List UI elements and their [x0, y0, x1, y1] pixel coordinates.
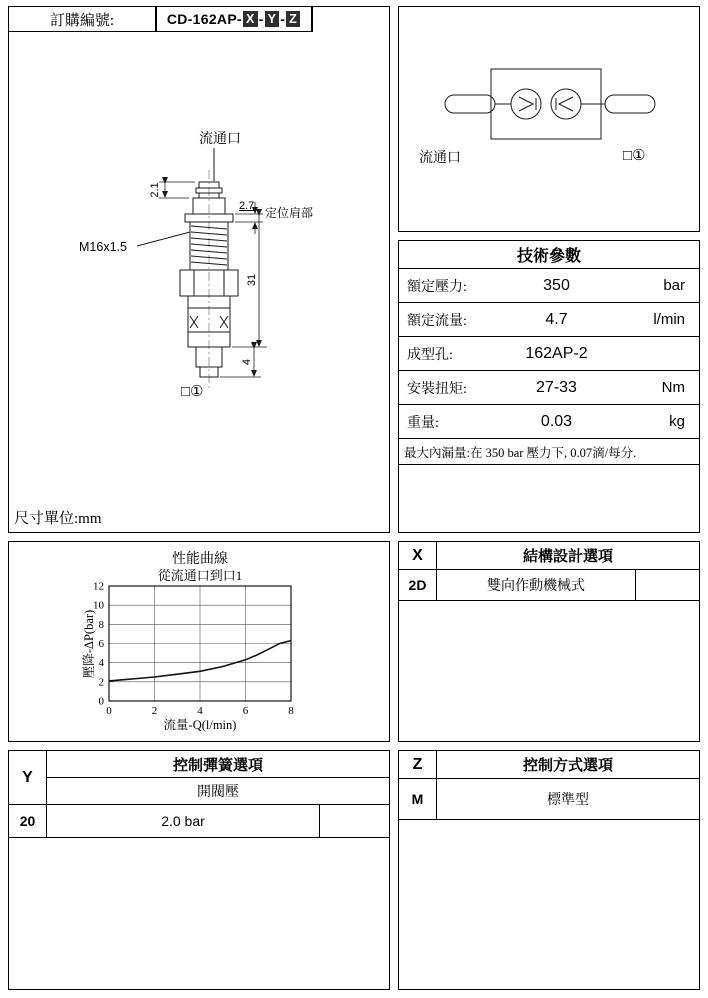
order-code-y: Y — [265, 11, 280, 27]
dimension-unit-note: 尺寸單位:mm — [14, 511, 102, 527]
option-z-row-code: M — [399, 779, 437, 819]
order-number-box — [9, 7, 313, 32]
option-y-row-label: 2.0 bar — [161, 813, 205, 829]
svg-text:10: 10 — [93, 599, 104, 612]
order-code-sep2: - — [280, 11, 286, 27]
drawing-panel — [8, 6, 390, 533]
svg-text:6: 6 — [242, 705, 249, 717]
param-value: 4.7 — [545, 310, 568, 328]
svg-text:2: 2 — [151, 705, 158, 717]
svg-text:8: 8 — [288, 705, 294, 717]
option-z-title: 控制方式選項 — [522, 758, 613, 774]
option-x-title: 結構設計選項 — [522, 549, 613, 565]
svg-text:4: 4 — [197, 705, 203, 717]
schematic-port-label: 流通口 — [419, 151, 461, 166]
param-label: 額定流量: — [407, 313, 467, 329]
option-y-header — [9, 751, 389, 805]
technical-parameters-panel — [398, 240, 700, 533]
option-x-header — [399, 542, 699, 570]
dim-2-1: 2.1 — [149, 182, 161, 198]
param-unit: l/min — [653, 311, 685, 328]
order-code-prefix: CD-162AP- — [166, 11, 242, 27]
option-y-subtitle: 開閥壓 — [197, 785, 239, 800]
option-y-row-code: 20 — [9, 805, 47, 837]
svg-text:12: 12 — [93, 580, 104, 593]
option-y-row-tail — [319, 805, 389, 837]
param-row-rated-pressure — [399, 269, 699, 303]
hydraulic-symbol-panel — [398, 6, 700, 232]
option-y-row — [9, 805, 389, 838]
order-number-label: 訂購編號: — [49, 12, 115, 29]
param-label: 額定壓力: — [407, 279, 467, 295]
option-x-code: X — [399, 542, 437, 569]
svg-text:6: 6 — [98, 638, 104, 650]
svg-text:4: 4 — [98, 657, 104, 670]
option-z-code: Z — [399, 751, 437, 778]
param-row-cavity — [399, 337, 699, 371]
option-y-header-right — [46, 751, 389, 804]
param-label: 重量: — [407, 415, 439, 431]
valve-line-art — [9, 32, 389, 532]
option-y-panel — [8, 750, 390, 990]
shoulder-label: 定位肩部 — [265, 206, 314, 220]
option-x-row-tail — [635, 570, 699, 600]
svg-text:0: 0 — [98, 695, 104, 708]
drawing-port1-label: □① — [181, 384, 204, 400]
drawing-port-label: 流通口 — [199, 132, 241, 147]
svg-text:2: 2 — [98, 676, 104, 689]
param-row-rated-flow — [399, 303, 699, 337]
leakage-note: 最大內漏量:在 350 bar 壓力下, 0.07滴/每分. — [399, 439, 699, 465]
chart-title: 性能曲線 — [172, 552, 228, 567]
option-x-row — [399, 570, 699, 601]
option-z-row — [399, 779, 699, 820]
svg-text:8: 8 — [98, 618, 104, 631]
svg-text:0: 0 — [106, 705, 112, 717]
dim-4: 4 — [241, 358, 253, 366]
chart-x-axis-label: 流量-Q(l/min) — [163, 718, 237, 732]
option-y-code: Y — [9, 751, 47, 804]
thread-size-label: M16x1.5 — [79, 240, 127, 254]
valve-section-drawing — [9, 32, 389, 532]
param-unit: bar — [663, 277, 685, 294]
option-z-panel — [398, 750, 700, 990]
option-x-row-label: 雙向作動機械式 — [487, 579, 585, 594]
param-value: 27-33 — [536, 378, 577, 396]
dim-31: 31 — [246, 273, 258, 287]
option-x-row-code: 2D — [399, 570, 437, 600]
param-unit: kg — [669, 413, 685, 430]
param-label: 安裝扭矩: — [407, 381, 467, 397]
dim-2-7: 2.7 — [239, 200, 255, 212]
order-code-x: X — [243, 11, 258, 27]
option-z-header — [399, 751, 699, 779]
order-code-z: Z — [286, 11, 300, 27]
order-code-sep1: - — [258, 11, 264, 27]
option-y-title: 控制彈簧選項 — [47, 751, 389, 778]
param-value: 350 — [543, 276, 570, 294]
parameters-title: 技術參數 — [399, 241, 699, 269]
chart-subtitle: 從流通口到口1 — [157, 568, 243, 583]
param-value: 162AP-2 — [525, 344, 588, 362]
param-value: 0.03 — [540, 412, 573, 430]
param-row-torque — [399, 371, 699, 405]
option-x-panel — [398, 541, 700, 742]
param-unit: Nm — [661, 379, 685, 396]
schematic-port1-label: □① — [623, 148, 646, 164]
chart-y-axis-label: 壓降-ΔP(bar) — [82, 609, 96, 679]
param-row-weight — [399, 405, 699, 439]
performance-curve-panel — [8, 541, 390, 742]
performance-chart — [9, 542, 391, 743]
hydraulic-symbol — [399, 7, 699, 231]
param-label: 成型孔: — [407, 347, 453, 363]
order-code — [155, 7, 311, 31]
option-z-row-label: 標準型 — [547, 793, 589, 808]
